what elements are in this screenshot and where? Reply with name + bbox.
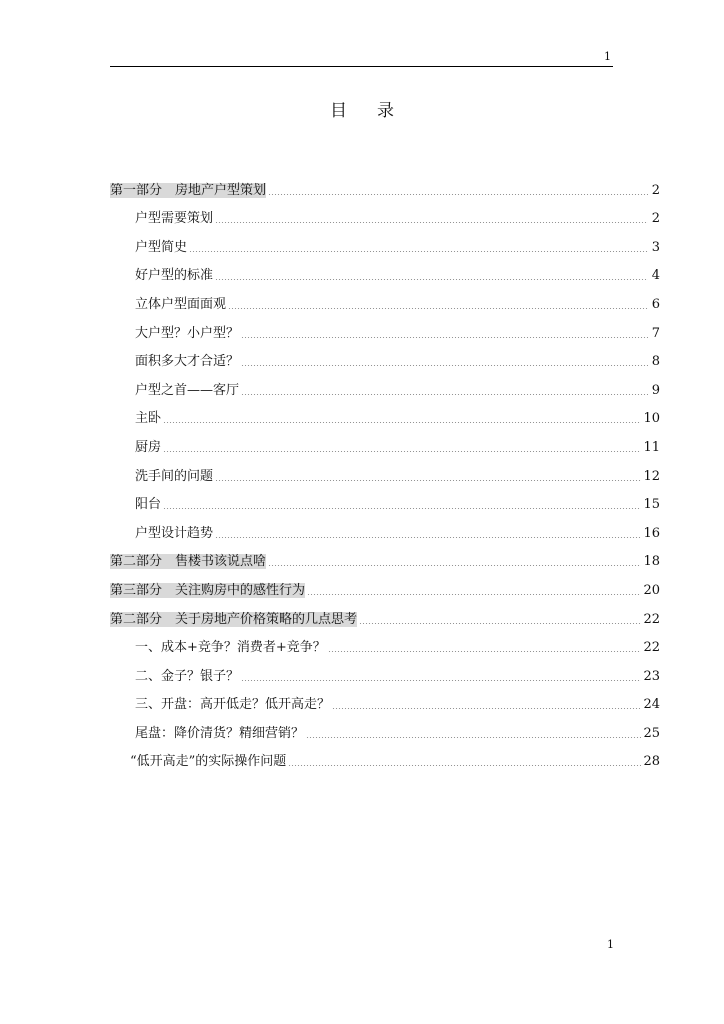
toc-entry-label: 户型需要策划 [135, 211, 214, 227]
toc-dot-leader [241, 330, 648, 338]
toc-entry[interactable] [110, 712, 660, 741]
toc-entry[interactable] [110, 283, 660, 312]
toc-dot-leader [241, 387, 648, 395]
toc-entry-label: 户型之首——客厅 [135, 382, 240, 398]
toc-entry-page: 11 [643, 439, 660, 455]
toc-dot-leader [215, 473, 641, 481]
toc-entry[interactable] [110, 484, 660, 513]
toc-dot-leader [215, 272, 648, 280]
toc-entry-label: 二、金子？银子？ [135, 668, 240, 684]
toc-entry[interactable] [110, 684, 660, 713]
toc-entry-page: 2 [651, 211, 660, 227]
toc-entry-page: 3 [651, 239, 660, 255]
toc-dot-leader [288, 758, 641, 766]
toc-dot-leader [215, 530, 641, 538]
toc-entry-label: 主卧 [135, 411, 162, 427]
toc-entry-label: 第一部分 房地产户型策划 [110, 182, 267, 198]
toc-entry-label: 好户型的标准 [135, 268, 214, 284]
toc-dot-leader [163, 444, 641, 452]
toc-entry[interactable] [110, 198, 660, 227]
toc-part-entry[interactable] [110, 569, 660, 598]
toc-entry-page: 24 [643, 697, 660, 713]
toc-entry-page: 28 [643, 754, 660, 770]
table-of-contents [110, 169, 660, 769]
toc-entry-label: 第三部分 关注购房中的感性行为 [110, 582, 306, 598]
toc-entry-page: 8 [651, 354, 660, 370]
toc-entry[interactable] [110, 426, 660, 455]
toc-entry-page: 23 [643, 668, 660, 684]
toc-entry[interactable] [110, 512, 660, 541]
page-title [0, 96, 724, 121]
toc-part-entry[interactable] [110, 598, 660, 627]
toc-entry-page: 16 [643, 525, 660, 541]
toc-entry-label: 阳台 [135, 497, 162, 513]
toc-entry-label: 三、开盘：高开低走？低开高走？ [135, 697, 331, 713]
toc-entry-label: 大户型？小户型？ [135, 325, 240, 341]
toc-entry-label: 尾盘：降价清货？精细营销？ [135, 725, 305, 741]
toc-entry-label: 洗手间的问题 [135, 468, 214, 484]
toc-entry-label: “低开高走”的实际操作问题 [130, 754, 287, 770]
toc-dot-leader [359, 616, 641, 624]
toc-entry[interactable] [110, 369, 660, 398]
toc-entry-page: 9 [651, 382, 660, 398]
toc-entry[interactable] [110, 627, 660, 656]
toc-dot-leader [241, 358, 648, 366]
toc-entry-page: 12 [643, 468, 660, 484]
toc-dot-leader [189, 244, 648, 252]
toc-part-entry[interactable] [110, 541, 660, 570]
toc-dot-leader [163, 501, 641, 509]
toc-dot-leader [307, 587, 641, 595]
toc-entry[interactable] [110, 455, 660, 484]
toc-entry-label: 面积多大才合适？ [135, 354, 240, 370]
toc-dot-leader [332, 701, 641, 709]
toc-entry-label: 户型设计趋势 [135, 525, 214, 541]
toc-entry[interactable] [110, 655, 660, 684]
footer-page-number: 1 [607, 938, 614, 951]
toc-entry-page: 6 [651, 296, 660, 312]
header-rule [110, 66, 613, 67]
header-page-number: 1 [604, 50, 611, 63]
toc-entry[interactable] [110, 226, 660, 255]
toc-dot-leader [268, 187, 648, 195]
toc-entry-page: 18 [643, 554, 660, 570]
toc-dot-leader [228, 301, 648, 309]
toc-entry-page: 15 [643, 497, 660, 513]
toc-entry-page: 22 [643, 611, 660, 627]
toc-dot-leader [328, 644, 642, 652]
toc-entry-label: 第二部分 关于房地产价格策略的几点思考 [110, 611, 358, 627]
toc-entry-page: 7 [651, 325, 660, 341]
title-char-1: 目 [330, 101, 347, 121]
toc-entry-page: 2 [651, 182, 660, 198]
toc-entry[interactable] [110, 255, 660, 284]
toc-dot-leader [241, 673, 641, 681]
toc-entry-page: 4 [651, 268, 660, 284]
toc-part-entry[interactable] [110, 169, 660, 198]
toc-dot-leader [163, 415, 641, 423]
toc-dot-leader [306, 730, 641, 738]
toc-entry-page: 10 [643, 411, 660, 427]
toc-entry-label: 户型简史 [135, 239, 188, 255]
toc-entry-label: 一、成本+竞争？消费者+竞争？ [135, 640, 326, 656]
toc-entry-page: 25 [643, 725, 660, 741]
toc-entry-page: 20 [643, 582, 660, 598]
toc-entry-label: 厨房 [135, 439, 162, 455]
toc-dot-leader [268, 558, 641, 566]
toc-entry-label: 立体户型面面观 [135, 296, 227, 312]
toc-entry[interactable] [110, 398, 660, 427]
toc-entry-page: 22 [643, 640, 660, 656]
toc-entry[interactable] [110, 312, 660, 341]
toc-entry-label: 第二部分 售楼书该说点啥 [110, 554, 267, 570]
toc-entry[interactable] [110, 341, 660, 370]
toc-dot-leader [215, 215, 648, 223]
toc-entry[interactable] [110, 741, 660, 770]
title-char-2: 录 [377, 101, 394, 121]
